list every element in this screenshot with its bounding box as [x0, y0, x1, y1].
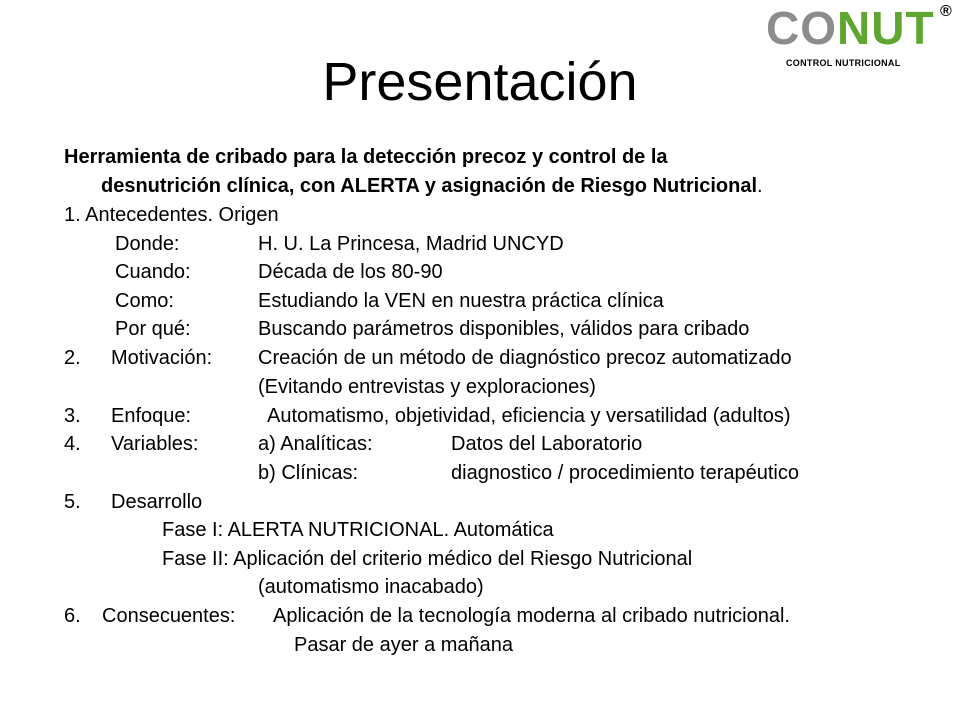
- intro-line-2: [101, 172, 763, 200]
- item1-value-porque: Buscando parámetros disponibles, válidos para cribado: [258, 318, 750, 340]
- item1-label-como: Como:: [115, 290, 174, 312]
- item1-value-como: Estudiando la VEN en nuestra práctica clínica: [258, 290, 664, 312]
- item1-value-donde: H. U. La Princesa, Madrid UNCYD: [258, 233, 564, 255]
- item4-b-label: b) Clínicas:: [258, 462, 359, 484]
- intro-line-2-end: .: [757, 175, 763, 197]
- item4-a-label: a) Analíticas:: [258, 433, 373, 455]
- item5-label: Desarrollo: [111, 491, 203, 513]
- item2-number: 2.: [64, 347, 81, 369]
- page-title: Presentación: [322, 52, 638, 112]
- intro-line-2-text: desnutrición clínica, con ALERTA y asignación de Riesgo Nutricional: [101, 175, 758, 197]
- item2-value-cont: (Evitando entrevistas y exploraciones): [258, 376, 596, 398]
- item6-number: 6.: [64, 605, 81, 627]
- logo-subtitle: CONTROL NUTRICIONAL: [786, 58, 901, 68]
- item1-label-donde: Donde:: [115, 233, 180, 255]
- logo-nut: NUT: [837, 2, 935, 54]
- item6-value: Aplicación de la tecnología moderna al cribado nutricional.: [273, 605, 790, 627]
- registered-icon: ®: [940, 3, 952, 20]
- item4-label: Variables:: [111, 433, 199, 455]
- item5-fase2-cont: (automatismo inacabado): [258, 576, 484, 598]
- item4-b-value: diagnostico / procedimiento terapéutico: [451, 462, 799, 484]
- item1-value-cuando: Década de los 80-90: [258, 261, 443, 283]
- item4-number: 4.: [64, 433, 81, 455]
- item6-label: Consecuentes:: [102, 605, 236, 627]
- logo-co: CO: [766, 2, 837, 54]
- item2-value: Creación de un método de diagnóstico precoz automatizado: [258, 347, 792, 369]
- item1-label-cuando: Cuando:: [115, 261, 191, 283]
- item2-label: Motivación:: [111, 347, 213, 369]
- item5-fase1: Fase I: ALERTA NUTRICIONAL. Automática: [162, 519, 554, 541]
- item5-number: 5.: [64, 491, 81, 513]
- intro-line-1: Herramienta de cribado para la detección precoz y control de la: [64, 146, 668, 168]
- item3-value: Automatismo, objetividad, eficiencia y versatilidad (adultos): [267, 405, 791, 427]
- item6-value-cont: Pasar de ayer a mañana: [294, 634, 514, 656]
- item3-label: Enfoque:: [111, 405, 192, 427]
- item3-number: 3.: [64, 405, 81, 427]
- logo-wordmark: [766, 4, 935, 52]
- item4-a-value: Datos del Laboratorio: [451, 433, 643, 455]
- item5-fase2: Fase II: Aplicación del criterio médico del Riesgo Nutricional: [162, 548, 693, 570]
- item1-label-porque: Por qué:: [115, 318, 191, 340]
- item1-heading: 1. Antecedentes. Origen: [64, 204, 279, 226]
